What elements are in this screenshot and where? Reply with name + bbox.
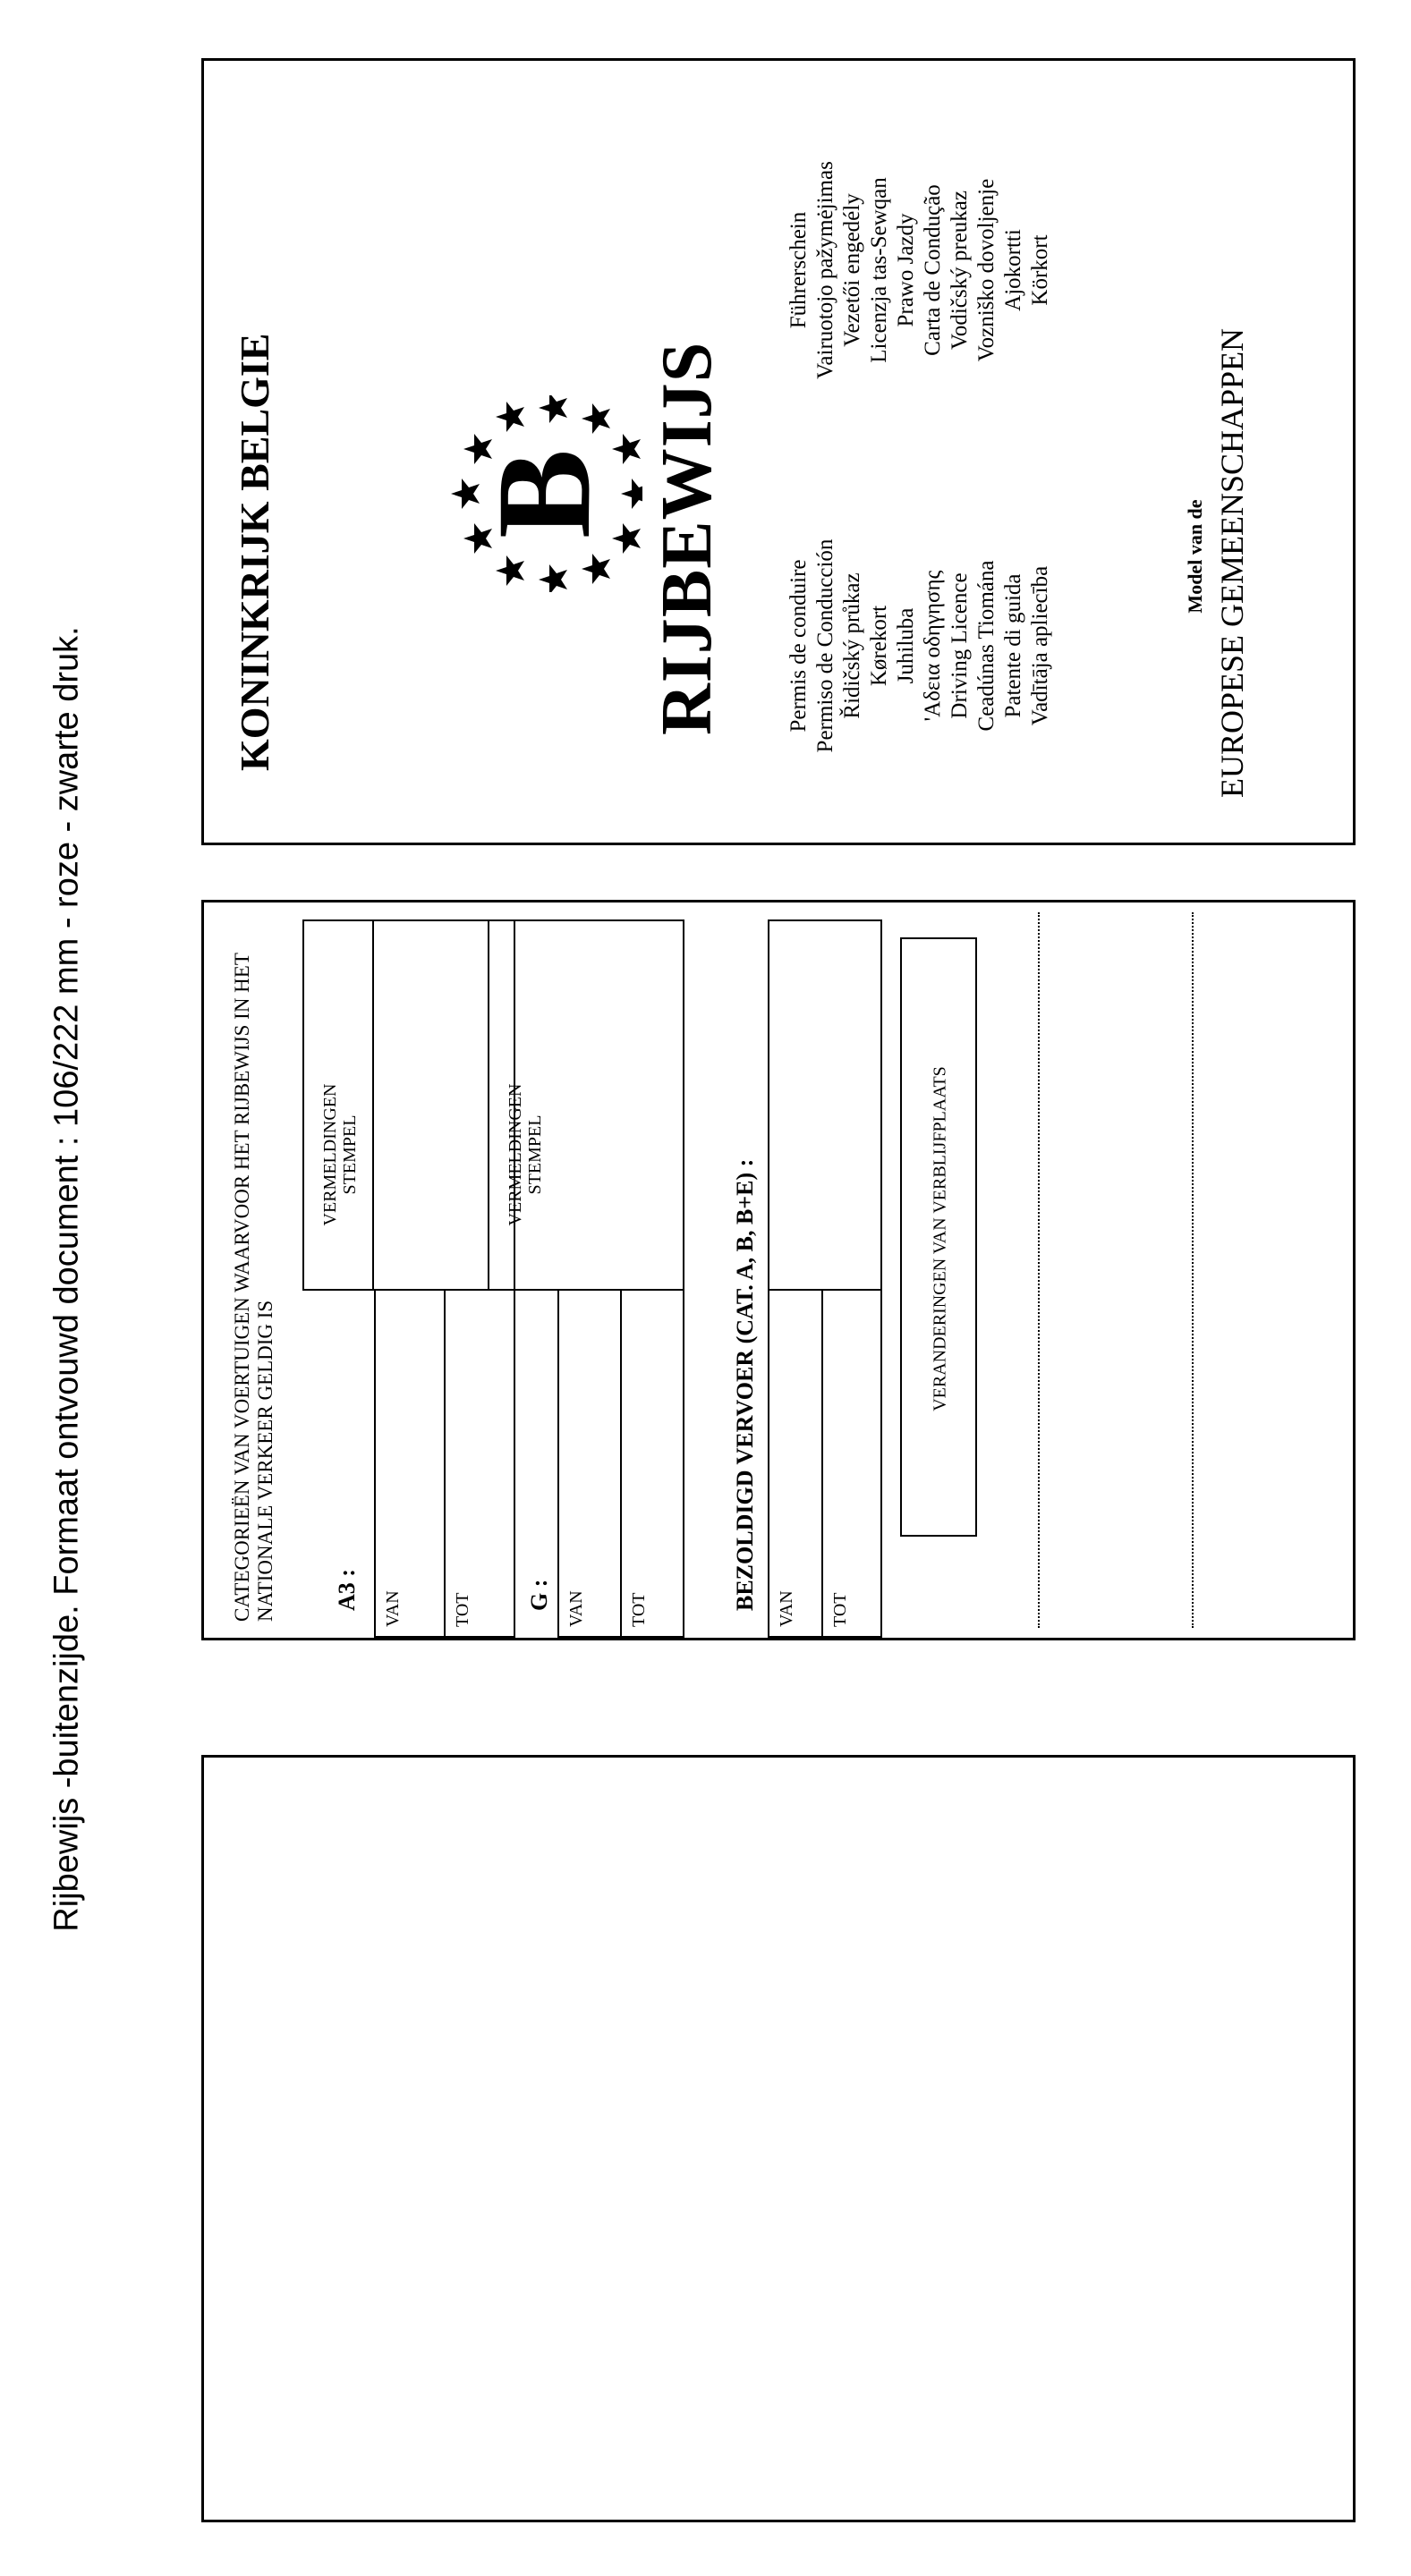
model-van-de: Model van de [1184, 499, 1206, 614]
cover-content [204, 61, 1353, 843]
lang-item: Juhiluba [894, 607, 918, 684]
veranderingen-label: VERANDERINGEN VAN VERBLIJFPLAATS [930, 1066, 950, 1411]
caption-text: Rijbewijs -buitenzijde. Formaat ontvouwd document : 106/222 mm - roze - zwarte druk. [47, 626, 86, 1932]
lang-item: Vairuotojo pažymėjimas [813, 161, 837, 379]
bezoldigd-label: BEZOLDIGD VERVOER (CAT. A, B, B+E) : [732, 1158, 758, 1611]
lang-item: Řidičský průkaz [840, 572, 864, 719]
dotted-line-1 [1038, 912, 1040, 1628]
a3-label: A3 : [334, 1569, 360, 1611]
lang-item: Licenzja tas-Sewqan [867, 177, 891, 363]
lang-item: Ajokortti [1001, 229, 1025, 311]
categories-panel [201, 900, 1356, 1640]
verblijfplaats-section [204, 902, 1353, 1638]
veranderingen-box [900, 937, 977, 1537]
lang-item: Körkort [1028, 234, 1052, 306]
lang-item: Führerschein [786, 211, 811, 329]
lang-item: Vozniško dovoljenje [974, 178, 999, 362]
logo-letter: B [470, 448, 618, 539]
bv-tot-label: TOT [830, 1592, 850, 1627]
lang-item: Vezetői engedély [840, 193, 864, 347]
dotted-line-2 [1192, 912, 1194, 1628]
languages-left [786, 485, 1054, 807]
a3-vermeldingen-line2: STEMPEL [340, 1114, 360, 1195]
lang-item: Ceadúnas Tiomána [974, 560, 999, 732]
eu-b-logo [446, 395, 642, 592]
a3-tot-label: TOT [453, 1592, 472, 1627]
g-label: G : [526, 1579, 552, 1611]
bv-van-label: VAN [777, 1590, 796, 1627]
categories-heading: CATEGORIEËN VAN VOERTUIGEN WAARVOOR HET RIJBEWIJS IN HET NATIONALE VERKEER GELDIG IS [231, 953, 276, 1622]
lang-item: 'Αδεια οδηγησης [921, 570, 945, 722]
lang-item: Prawo Jazdy [894, 213, 918, 327]
blank-panel [201, 1755, 1356, 2522]
country-title: KONINKRIJK BELGIE [232, 333, 277, 771]
a3-vermeldingen-line1: VERMELDINGEN [320, 1083, 340, 1226]
lang-item: Permis de conduire [786, 559, 811, 733]
cover-panel [201, 58, 1356, 845]
lang-item: Vadītāja apliecība [1028, 565, 1052, 726]
g-tot-label: TOT [629, 1592, 649, 1627]
lang-item: Vodičský preukaz [948, 191, 972, 350]
lang-item: Permiso de Conducción [813, 538, 837, 753]
a3-van-label: VAN [383, 1590, 403, 1627]
g-vermeldingen-line1: VERMELDINGEN [506, 1083, 525, 1226]
g-van-label: VAN [566, 1590, 586, 1627]
lang-item: Kørekort [867, 605, 891, 687]
lang-item: Patente di guida [1001, 573, 1025, 718]
lang-item: Carta de Condução [921, 184, 945, 356]
languages-right [786, 91, 1054, 449]
g-vermeldingen-line2: STEMPEL [525, 1114, 545, 1195]
rijbewijs-title: RIJBEWIJS [648, 341, 727, 735]
community-name: EUROPESE GEMEENSCHAPPEN [1214, 327, 1250, 798]
lang-item: Driving Licence [948, 572, 972, 719]
